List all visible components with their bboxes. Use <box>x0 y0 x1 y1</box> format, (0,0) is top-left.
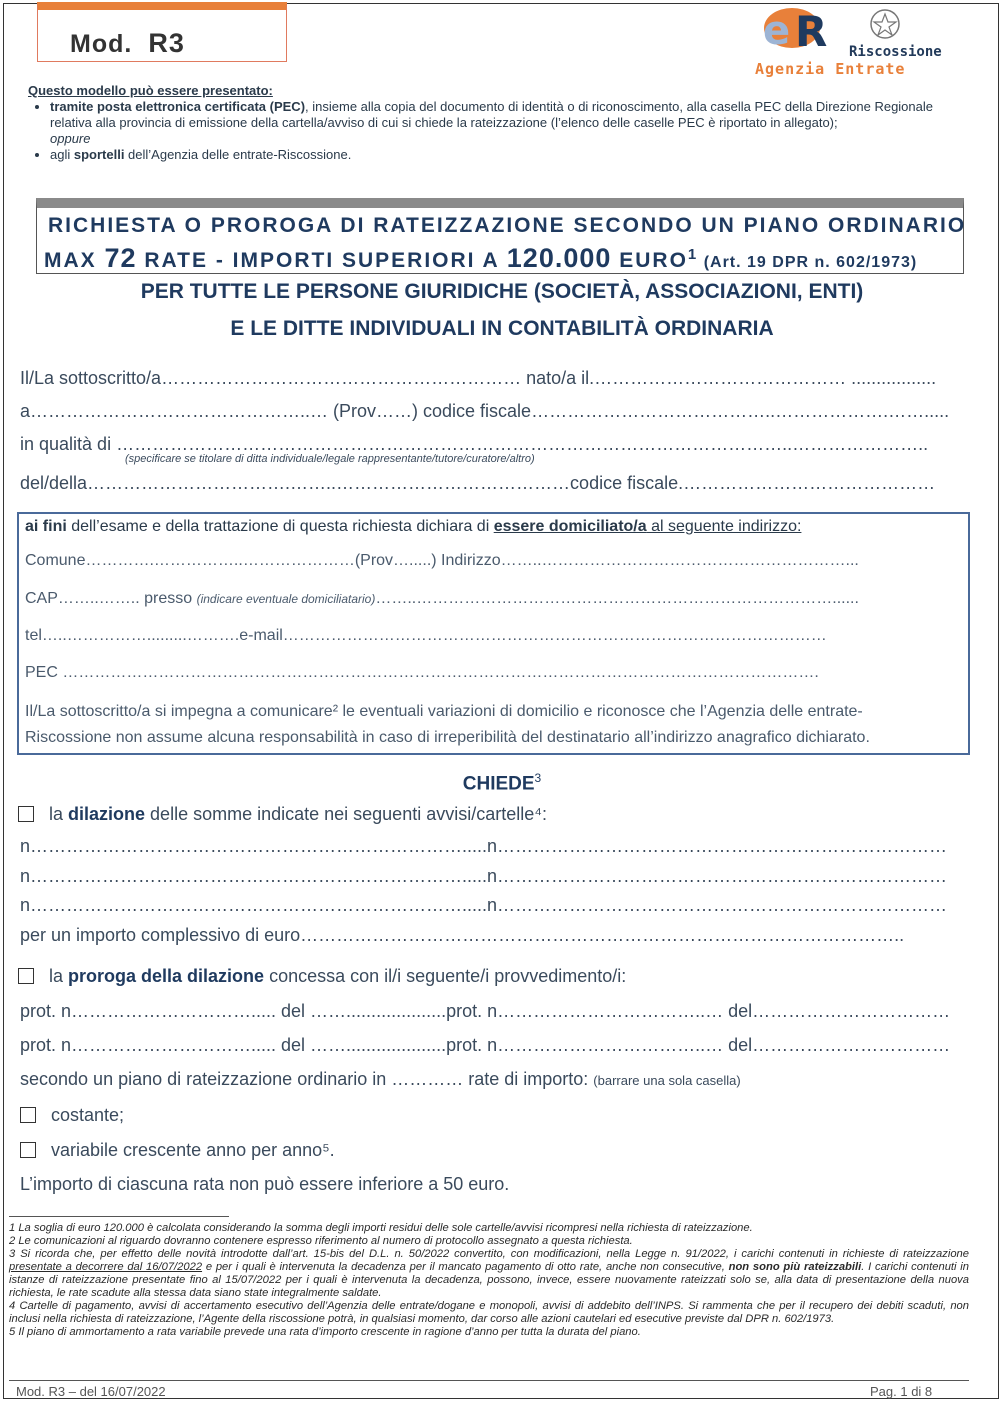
field-prot-row2[interactable]: prot. n…………………………..... del ……....................prot. n……………………………..… del…………………………… <box>20 1035 951 1055</box>
costante-checkbox[interactable] <box>20 1107 36 1123</box>
chiede-heading <box>0 771 1004 795</box>
footnote-4: 4 Cartelle di pagamento, avvisi di accertamento esecutivo dell’Agenzia delle entrate/dogane e monopoli, avvisi di addebito dell’INPS. Si rammenta che per il recupero dei debiti scaduti, non inclusi nella richiesta di rateizzazione, l’Agente della riscossione potrà, in qualsiasi momento, dar corso alle azioni cautelari ed esecutive previste dal DPR n. 602/1973. <box>9 1300 969 1325</box>
fn3-a: 3 Si ricorda che, per effetto delle novità introdotte dall’art. 15-bis del D.L. n. 50/2022 convertito, con modificazioni, nella Legge n. 91/2022, i carichi contenuti in richieste di rateizzazione <box>9 1248 969 1260</box>
title-72: 72 <box>104 243 137 273</box>
footnote-3 <box>9 1248 969 1300</box>
footnote-2: 2 Le comunicazioni al riguardo dovranno contenere espresso riferimento al numero di protocollo assegnato a questa richiesta. <box>9 1235 633 1247</box>
qualita-hint: (specificare se titolare di ditta individuale/legale rappresentante/tutore/curatore/altro) <box>125 453 535 465</box>
field-comune[interactable]: Comune………….……………..…………………(Prov….....) Indirizzo……..…………………………………………………... <box>25 552 859 569</box>
field-avviso-row1[interactable]: n……………………………………………………………….....n………………………………………………………………… <box>20 836 948 856</box>
domicile-intro <box>25 518 801 536</box>
submission-title: Questo modello può essere presentato: <box>28 83 273 98</box>
model-code <box>70 28 185 59</box>
oppure-text: oppure <box>50 131 91 146</box>
title-footnote-ref: 1 <box>687 246 699 263</box>
footnote-5: 5 Il piano di ammortamento a rata variabile prevede una rata d’importo crescente in ragione d’anno per tutta la durata del piano. <box>9 1326 641 1338</box>
subtitle-1: PER TUTTE LE PERSONE GIURIDICHE (SOCIETÀ, ASSOCIAZIONI, ENTI) <box>140 280 864 303</box>
logo-agenzia-text: Agenzia Entrate <box>755 60 906 78</box>
option-variabile <box>20 1140 335 1161</box>
agenzia-riscossione-logo <box>755 4 970 76</box>
fn3-c: . I carichi contenuti in istanze di rateizzazione presentate fino al 15/07/2022 per i quali è intervenuta la decadenza, possono, invece, essere nuovamente rateizzati solo se, alla data di presentazione della nuova richiesta, le rate scadute alla stessa data siano state integralmente saldate. <box>9 1261 970 1299</box>
footnotes <box>9 1222 969 1339</box>
pro-bold: proroga della dilazione <box>68 966 265 986</box>
footer-model-date: Mod. R3 – del 16/07/2022 <box>16 1384 166 1399</box>
svg-text:R: R <box>795 7 828 56</box>
submission-sportelli-item <box>50 147 970 163</box>
submission-pec-item <box>50 99 970 147</box>
dil-bold: dilazione <box>68 804 146 824</box>
field-prot-row1[interactable]: prot. n…………………………..... del ……....................prot. n……………………………..… del…………………………… <box>20 1001 951 1021</box>
sportelli-label: sportelli <box>73 147 125 162</box>
field-cap[interactable] <box>25 590 859 608</box>
dil-pre: la <box>49 804 69 824</box>
title-amount: 120.000 <box>506 243 612 273</box>
form-title-line1: RICHIESTA O PROROGA DI RATEIZZAZIONE SECONDO UN PIANO ORDINARIO <box>48 214 967 237</box>
footnote-divider <box>9 1216 229 1217</box>
option-costante <box>20 1105 124 1126</box>
ai-fini: ai fini <box>25 518 67 535</box>
domicile-note-1: Il/La sottoscritto/a si impegna a comunicare² le eventuali variazioni di domicilio e riconosce che l’Agenzia delle entrate- <box>25 703 863 720</box>
pec-label: tramite posta elettronica certificata (PEC) <box>50 99 306 114</box>
title-euro: EURO <box>611 249 688 272</box>
dil-rest: delle somme indicate nei seguenti avvisi/cartelle⁴: <box>145 804 547 824</box>
chiede-text: CHIEDE <box>462 773 535 795</box>
field-avviso-row3[interactable]: n……………………………………………………………….....n………………………………………………………………… <box>20 895 948 915</box>
piano-text: secondo un piano di rateizzazione ordinario in ………… rate di importo: <box>20 1069 594 1089</box>
field-sottoscritto[interactable]: Il/La sottoscritto/a…………………………………………………… nato/a il.…………………………………… ................. <box>20 368 937 388</box>
title-max: MAX <box>44 249 105 272</box>
sportelli-pre: agli <box>50 147 74 162</box>
mod-label: Mod. <box>70 30 133 58</box>
svg-text:e: e <box>763 8 791 54</box>
variabile-label: variabile crescente anno per anno⁵. <box>51 1140 335 1160</box>
field-ditta-cf[interactable]: del/della…………………………….……..…………………………………codice fiscale.…………………………………… <box>20 473 936 493</box>
field-tel-email[interactable]: tel…..…………….........……….e-mail………………………………………………………………………………………… <box>25 627 827 644</box>
mod-code-value: R3 <box>148 28 185 58</box>
domicile-intro-mid: dell’esame e della trattazione di questa richiesta dichiara di <box>66 518 494 535</box>
cap-hint: (indicare eventuale domiciliatario) <box>196 592 376 606</box>
subtitle-2: E LE DITTE INDIVIDUALI IN CONTABILITÀ ORDINARIA <box>230 317 774 340</box>
footer-page-number: Pag. 1 di 8 <box>870 1384 933 1399</box>
piano-hint: (barrare una sola casella) <box>593 1073 741 1088</box>
fn3-b: e per i quali è intervenuta la decadenza per il mancato pagamento di otto rate, anche non consecutive, <box>202 1261 729 1273</box>
pro-pre: la <box>49 966 69 986</box>
fn3-bold: non sono più rateizzabili <box>728 1261 862 1273</box>
field-pec[interactable]: PEC ……………………………………………………………………………………………………………………………. <box>25 664 819 681</box>
field-avviso-row2[interactable]: n……………………………………………………………….....n………………………………………………………………… <box>20 866 948 886</box>
form-title-line2 <box>44 243 917 274</box>
piano-line[interactable] <box>20 1069 741 1090</box>
dilazione-checkbox[interactable] <box>18 806 34 822</box>
option-dilazione <box>18 804 547 825</box>
minimum-rate-note: L’importo di ciascuna rata non può essere inferiore a 50 euro. <box>20 1174 510 1194</box>
fn3-underline: presentate a decorrere dal 16/07/2022 <box>9 1261 203 1273</box>
pro-rest: concessa con il/i seguente/i provvedimento/i: <box>264 966 627 986</box>
title-importi: RATE - IMPORTI SUPERIORI A <box>136 249 507 272</box>
footnote-1: 1 La soglia di euro 120.000 è calcolata considerando la somma degli importi residui delle sole cartelle/avvisi ricompresi nella richiesta di rateizzazione. <box>9 1222 753 1234</box>
domicile-note-2: Riscossione non assume alcuna responsabilità in caso di irreperibilità del destinatario all’indirizzo anagrafico dichiarato. <box>25 729 870 746</box>
domicile-intro-end: al seguente indirizzo: <box>646 518 802 535</box>
field-qualita[interactable]: in qualità di …………………………………………………………………………………………………..………………….. <box>20 434 929 454</box>
title-article: (Art. 19 DPR n. 602/1973) <box>698 254 918 271</box>
pec-text: , insieme alla copia del documento di identità o di riconoscimento, alla casella PEC della Direzione Regionale relativa alla provincia di emissione della cartella/avviso di cui si chiede la rateizzazione (l’elenco delle caselle PEC è riportato in allegato); <box>50 99 933 130</box>
domiciliato: essere domiciliato/a <box>493 518 647 535</box>
option-proroga <box>18 966 626 987</box>
cap-dots: ……..……………………………………………………………………...... <box>375 590 859 607</box>
field-importo[interactable]: per un importo complessivo di euro……………………………………………………………………………………….. <box>20 925 905 945</box>
chiede-footnote-ref: 3 <box>534 771 542 785</box>
footer-divider <box>9 1380 969 1381</box>
costante-label: costante; <box>51 1105 125 1125</box>
sportelli-text: dell’Agenzia delle entrate-Riscossione. <box>124 147 352 162</box>
field-luogo-cf[interactable]: a………………………………………..… (Prov……) codice fiscale…………………………………..……………….……..... <box>20 401 950 421</box>
proroga-checkbox[interactable] <box>18 968 34 984</box>
cap-label: CAP……..…….. presso <box>25 590 197 607</box>
submission-info <box>20 83 970 163</box>
variabile-checkbox[interactable] <box>20 1142 36 1158</box>
logo-riscossione-text: Riscossione <box>849 44 942 60</box>
